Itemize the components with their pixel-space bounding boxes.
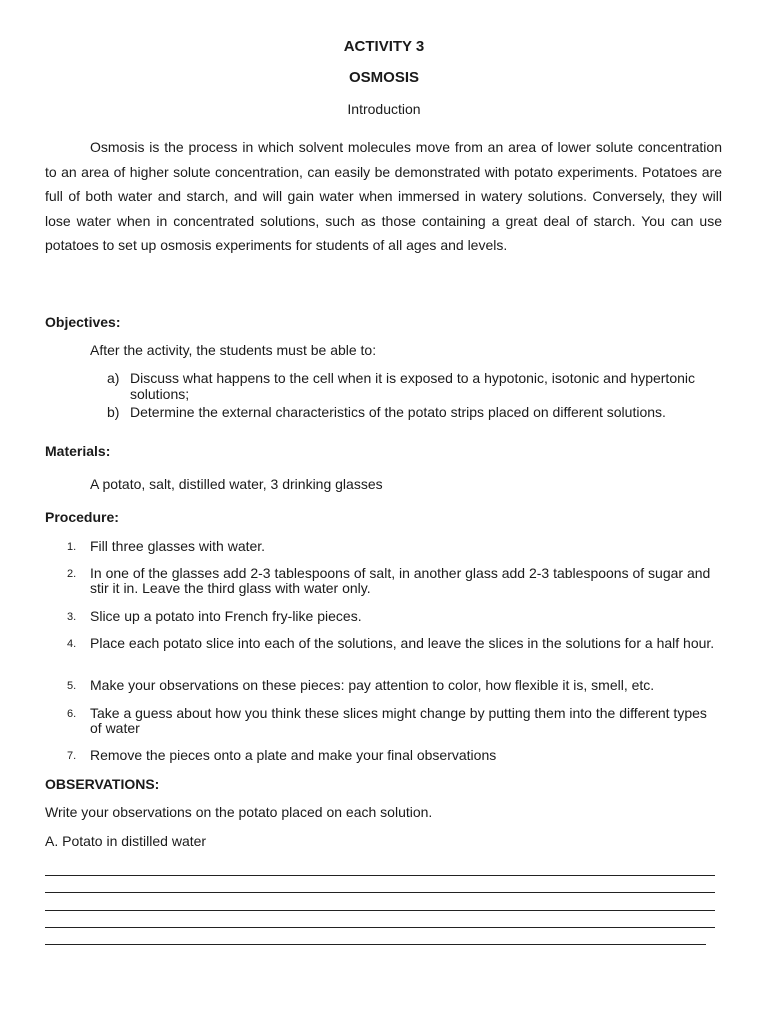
objective-marker: b): [107, 404, 120, 420]
step-number: 2.: [67, 568, 77, 580]
answer-line[interactable]: [45, 892, 715, 893]
answer-line[interactable]: [45, 910, 715, 911]
objectives-list: [107, 370, 727, 422]
observations-instruction: Write your observations on the potato placed on each solution.: [45, 804, 433, 820]
activity-subtitle: OSMOSIS: [348, 69, 419, 86]
answer-line[interactable]: [45, 927, 715, 928]
objective-item: [107, 404, 727, 420]
step-text: Slice up a potato into French fry-like pieces.: [90, 608, 362, 624]
step-number: 5.: [67, 680, 77, 692]
objective-text: Discuss what happens to the cell when it is exposed to a hypotonic, isotonic and hypertonic solutions;: [130, 370, 695, 402]
answer-line[interactable]: [45, 944, 706, 945]
objectives-lead: After the activity, the students must be able to:: [90, 342, 377, 358]
observation-part-a-label: A. Potato in distilled water: [45, 833, 207, 849]
step-text: Fill three glasses with water.: [90, 538, 266, 554]
materials-heading: Materials:: [45, 443, 111, 459]
step-text: Remove the pieces onto a plate and make your final observations: [90, 747, 497, 763]
objective-text: Determine the external characteristics of the potato strips placed on different solutions.: [130, 404, 666, 420]
objectives-heading: Objectives:: [45, 314, 121, 330]
step-number: 7.: [67, 750, 77, 762]
materials-text: A potato, salt, distilled water, 3 drinking glasses: [90, 476, 383, 492]
introduction-heading: Introduction: [347, 101, 421, 117]
step-number: 6.: [67, 708, 77, 720]
introduction-paragraph: Osmosis is the process in which solvent molecules move from an area of lower solute concentration to an area of higher solute concentration, can easily be demonstrated with potato experiments. Potatoes are full of both water and starch, and will gain water when immersed in watery solutions. Conversely, they will lose water when in concentrated solutions, such as those containing a great deal of starch. You can use potatoes to set up osmosis experiments for students of all ages and levels.: [45, 139, 722, 253]
step-text: Place each potato slice into each of the solutions, and leave the slices in the solutions for a half hour.: [90, 635, 715, 651]
step-number: 4.: [67, 638, 77, 650]
step-text: Make your observations on these pieces: pay attention to color, how flexible it is, smell, etc.: [90, 677, 655, 693]
step-number: 1.: [67, 541, 77, 553]
objective-item: [107, 370, 727, 402]
step-text: In one of the glasses add 2-3 tablespoons of salt, in another glass add 2-3 tablespoons of sugar and stir it in. Leave the third glass with water only.: [90, 565, 711, 596]
step-text: Take a guess about how you think these slices might change by putting them into the different types of water: [90, 705, 707, 736]
procedure-heading: Procedure:: [45, 509, 119, 525]
observations-heading: OBSERVATIONS:: [45, 776, 160, 792]
answer-line[interactable]: [45, 875, 715, 876]
objective-marker: a): [107, 370, 120, 386]
activity-title: ACTIVITY 3: [343, 38, 425, 55]
step-number: 3.: [67, 611, 77, 623]
